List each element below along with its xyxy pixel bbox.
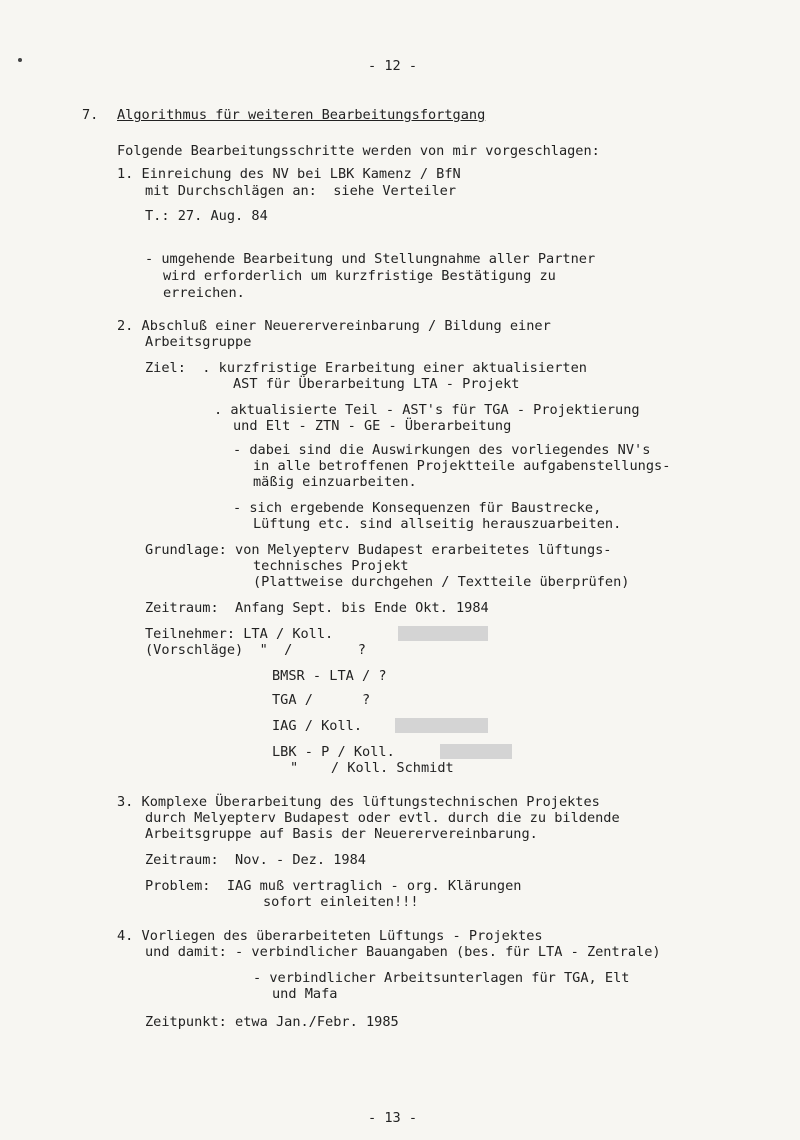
page-number-footer: - 13 - <box>368 1110 418 1126</box>
step2-sub1c: mäßig einzuarbeiten. <box>253 474 417 490</box>
step2-line2: Arbeitsgruppe <box>145 334 252 350</box>
redacted-name <box>398 626 488 641</box>
paper-speck <box>18 58 22 62</box>
step3-problem2: sofort einleiten!!! <box>263 894 419 910</box>
section-title: Algorithmus für weiteren Bearbeitungsfortgang <box>117 107 486 123</box>
redacted-name <box>395 718 488 733</box>
step2-sub1a: - dabei sind die Auswirkungen des vorliegendes NV's <box>233 442 651 458</box>
participant-tga: TGA / ? <box>272 692 371 708</box>
step4-zeitpunkt: Zeitpunkt: etwa Jan./Febr. 1985 <box>145 1014 399 1030</box>
step3-line3: Arbeitsgruppe auf Basis der Neuerervereinbarung. <box>145 826 538 842</box>
step4-line1: 4. Vorliegen des überarbeiteten Lüftungs - Projektes <box>117 928 543 944</box>
step2-sub1b: in alle betroffenen Projektteile aufgabenstellungs- <box>253 458 671 474</box>
step3-zeitraum: Zeitraum: Nov. - Dez. 1984 <box>145 852 366 868</box>
step3-line2: durch Melyepterv Budapest oder evtl. durch die zu bildende <box>145 810 620 826</box>
step1-line2: mit Durchschlägen an: siehe Verteiler <box>145 183 456 199</box>
page-number-header: - 12 - <box>368 58 418 74</box>
step2-grundlage1: Grundlage: von Melyepterv Budapest erarbeitetes lüftungs- <box>145 542 612 558</box>
step2-ziel1: Ziel: . kurzfristige Erarbeitung einer aktualisierten <box>145 360 587 376</box>
step1-date: T.: 27. Aug. 84 <box>145 208 268 224</box>
step2-ziel2: AST für Überarbeitung LTA - Projekt <box>233 376 520 392</box>
step3-line1: 3. Komplexe Überarbeitung des lüftungstechnischen Projektes <box>117 794 600 810</box>
participant-lta: Teilnehmer: LTA / Koll. <box>145 626 334 642</box>
step1-note2: wird erforderlich um kurzfristige Bestätigung zu <box>163 268 556 284</box>
step1-note3: erreichen. <box>163 285 245 301</box>
section-number: 7. <box>82 107 99 123</box>
step2-grundlage2: technisches Projekt <box>253 558 409 574</box>
participant-iag: IAG / Koll. <box>272 718 363 734</box>
step2-line1: 2. Abschluß einer Neuerervereinbarung / Bildung einer <box>117 318 551 334</box>
participant-schmidt: " / Koll. Schmidt <box>290 760 454 776</box>
section-intro: Folgende Bearbeitungsschritte werden von mir vorgeschlagen: <box>117 143 600 159</box>
step4-line3: - verbindlicher Arbeitsunterlagen für TGA, Elt <box>253 970 630 986</box>
step2-grundlage3: (Plattweise durchgehen / Textteile überprüfen) <box>253 574 630 590</box>
step1-line1: 1. Einreichung des NV bei LBK Kamenz / BfN <box>117 166 461 182</box>
step1-note1: - umgehende Bearbeitung und Stellungnahme aller Partner <box>145 251 596 267</box>
step3-problem1: Problem: IAG muß vertraglich - org. Klärungen <box>145 878 522 894</box>
step2-zeitraum: Zeitraum: Anfang Sept. bis Ende Okt. 1984 <box>145 600 489 616</box>
participant-bmsr: BMSR - LTA / ? <box>272 668 387 684</box>
step2-ziel4: und Elt - ZTN - GE - Überarbeitung <box>233 418 512 434</box>
participant-lbk: LBK - P / Koll. <box>272 744 395 760</box>
redacted-name <box>440 744 512 759</box>
step2-ziel3: . aktualisierte Teil - AST's für TGA - Projektierung <box>214 402 640 418</box>
step2-sub2a: - sich ergebende Konsequenzen für Baustrecke, <box>233 500 602 516</box>
step4-line2: und damit: - verbindlicher Bauangaben (bes. für LTA - Zentrale) <box>145 944 661 960</box>
participant-proposals: (Vorschläge) " / ? <box>145 642 366 658</box>
step2-sub2b: Lüftung etc. sind allseitig herauszuarbeiten. <box>253 516 622 532</box>
step4-line4: und Mafa <box>272 986 338 1002</box>
